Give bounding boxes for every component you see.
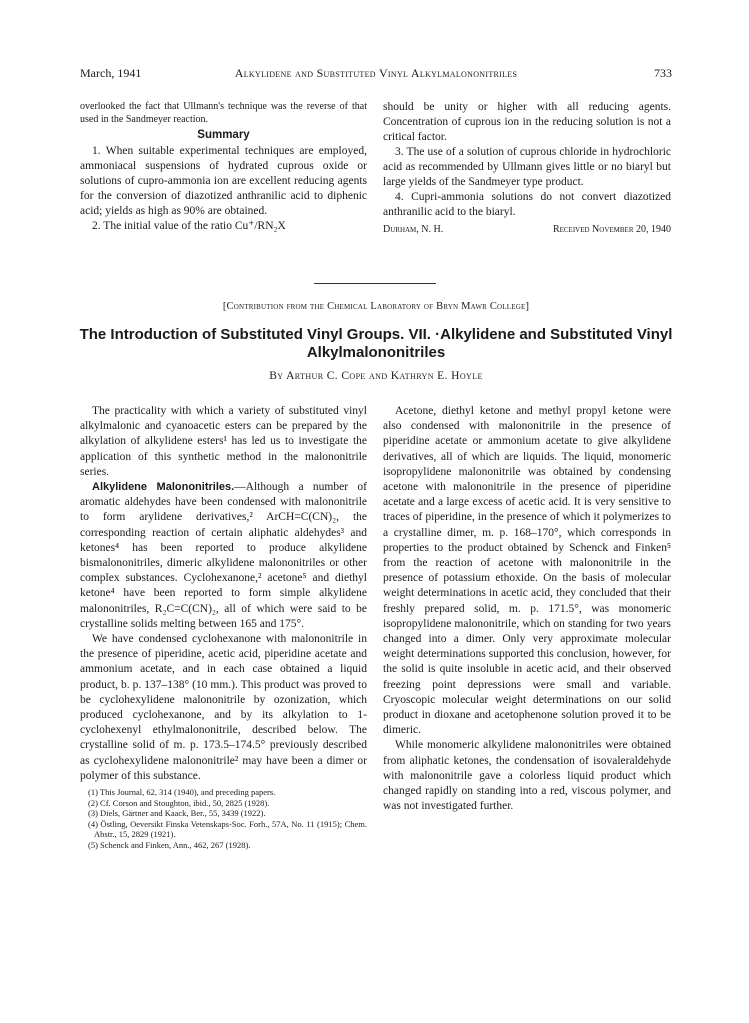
body-right-column bbox=[383, 404, 671, 814]
page-number: 733 bbox=[654, 66, 672, 80]
article-title: The Introduction of Substituted Vinyl Groups. VII. ·Alkylidene and Substituted Vinyl Alkylmalononitriles bbox=[79, 326, 673, 361]
paragraph-intro: The practicality with which a variety of substituted vinyl alkylmalonic and cyanoacetic esters can be prepared by the alkylation of alkylidene esters¹ has led us to investigate the application of this synthetic method in the malononitrile series. bbox=[80, 405, 367, 478]
summary-item-3: 3. The use of a solution of cuprous chloride in hydrochloric acid as recommended by Ullmann gives little or no biaryl but large yields of the Sandmeyer type product. bbox=[383, 146, 671, 188]
paragraph-alkylidene-text: —Although a number of aromatic aldehydes have been condensed with malononitrile to form arylidene derivatives,² ArCH=C(CN)₂, the corresponding reaction of certain aliphatic aldehydes³ and ketones⁴ has been reported to produce alkylidene bismalononitriles, dimeric alkylidene malononitriles or other complex substances. Cyclohexanone,² acetone⁵ and diethyl ketone⁴ have been reported to form simple alkylidene malononitriles, R₂C=C(CN)₂, all of which were said to be crystalline solids melting between 165 and 175°. bbox=[80, 481, 367, 630]
summary-item-2-start: 2. The initial value of the ratio Cu⁺/RN₂X bbox=[92, 220, 286, 232]
signature-line bbox=[383, 223, 671, 237]
footnote: (1) This Journal, 62, 314 (1940), and preceding papers. bbox=[88, 787, 276, 798]
footnote: (4) Östling, Oeversikt Finska Vetenskaps-Soc. Forh., 57A, No. 11 (1915); Chem. Abstr., 15, 2829 (1921). bbox=[88, 818, 367, 840]
authors: By Arthur C. Cope and Kathryn E. Hoyle bbox=[269, 370, 483, 382]
location: Durham, N. H. bbox=[383, 224, 444, 235]
footnote: (5) Schenck and Finken, Ann., 462, 267 (1928). bbox=[88, 839, 251, 850]
section-divider bbox=[314, 283, 436, 284]
paragraph-cyclohexanone: We have condensed cyclohexanone with malononitrile in the presence of piperidine, acetic acid, piperidine acetate and ammonium acetate, and in each case obtained a liquid product, b. p. 137–138° (10 mm.). This product was proved to be cyclohexylidene malononitrile by ozonization, which produced cyclohexanone, and by its alkylation to 1-cyclohexenyl ethylmalononitrile, described below. The crystalline solid of m. p. 173.5–174.5° previously described as cyclohexylidene malononitrile² may have been a dimer or polymer of this substance. bbox=[80, 633, 367, 782]
contribution-line: [Contribution from the Chemical Laboratory of Bryn Mawr College] bbox=[222, 301, 530, 312]
paragraph-isovaleraldehyde: While monomeric alkylidene malononitriles were obtained from aliphatic ketones, the condensation of isovaleraldehyde with malononitrile gave a colorless liquid product which changed rapidly on standing into a red, viscous polymer, and was not investigated further. bbox=[383, 739, 671, 813]
summary-item-1: 1. When suitable experimental techniques are employed, ammoniacal suspensions of hydrated cuprous oxide or solutions of cupro-ammonia ion are excellent reducing agents for the conversion of diazotized anthranilic acid to diphenic acid; yields as high as 90% are obtained. bbox=[80, 145, 367, 217]
previous-article-text: overlooked the fact that Ullmann's technique was the reverse of that used in the Sandmeyer reaction. bbox=[80, 101, 367, 125]
running-head-date: March, 1941 bbox=[80, 66, 142, 80]
body-left-column bbox=[80, 404, 367, 850]
paragraph-acetone: Acetone, diethyl ketone and methyl propyl ketone were also condensed with malononitrile in the presence of piperidine acetate or ammonium acetate to give alkylidene derivatives, all of which are liquids. The liquid, monomeric isopropylidene malononitrile was obtained by condensing acetone with malononitrile in the presence of piperidine acetate and a large excess of acetic acid. It is very sensitive to traces of piperidine, in the presence of which it polymerizes to a crystalline dimer, m. p. 168–170°, which corresponds in properties to the product obtained by Schenck and Finken⁵ from the reaction of acetone with malononitrile in the presence of potassium ethoxide. On the basis of molecular weight determinations in acetic acid, they concluded that their freshly prepared solid, m. p. 171.5°, was monomeric isopropylidene malononitrile, which on standing for two years changed into a dimer. Only very approximate molecular weight determinations supported this conclusion, however, for the solid is quite insoluble in acetic acid, and their observed freezing point depressions were small and variable. Cryoscopic molecular weight determinations on our solid product in dioxane and acetophenone solution proved it to be dimeric. bbox=[383, 405, 671, 737]
running-head bbox=[80, 66, 672, 82]
previous-article-left-column bbox=[80, 100, 367, 234]
footnote: (3) Diels, Gärtner and Kaack, Ber., 55, 3439 (1922). bbox=[88, 808, 266, 819]
running-head-title: Alkylidene and Substituted Vinyl Alkylmalononitriles bbox=[234, 66, 518, 80]
received-date: Received November 20, 1940 bbox=[552, 224, 671, 235]
run-in-heading: Alkylidene Malononitriles. bbox=[92, 481, 235, 494]
summary-item-4: 4. Cupri-ammonia solutions do not convert diazotized anthranilic acid to the biaryl. bbox=[383, 191, 671, 218]
paragraph-alkylidene bbox=[80, 480, 367, 632]
previous-article-right-column bbox=[383, 100, 671, 237]
footnotes bbox=[80, 787, 367, 850]
footnote: (2) Cf. Corson and Stoughton, ibid., 50, 2825 (1928). bbox=[88, 797, 270, 808]
summary-heading: Summary bbox=[197, 129, 250, 141]
summary-item-2: should be unity or higher with all reducing agents. Concentration of cuprous ion in the reducing solution is not a critical factor. bbox=[383, 101, 671, 143]
